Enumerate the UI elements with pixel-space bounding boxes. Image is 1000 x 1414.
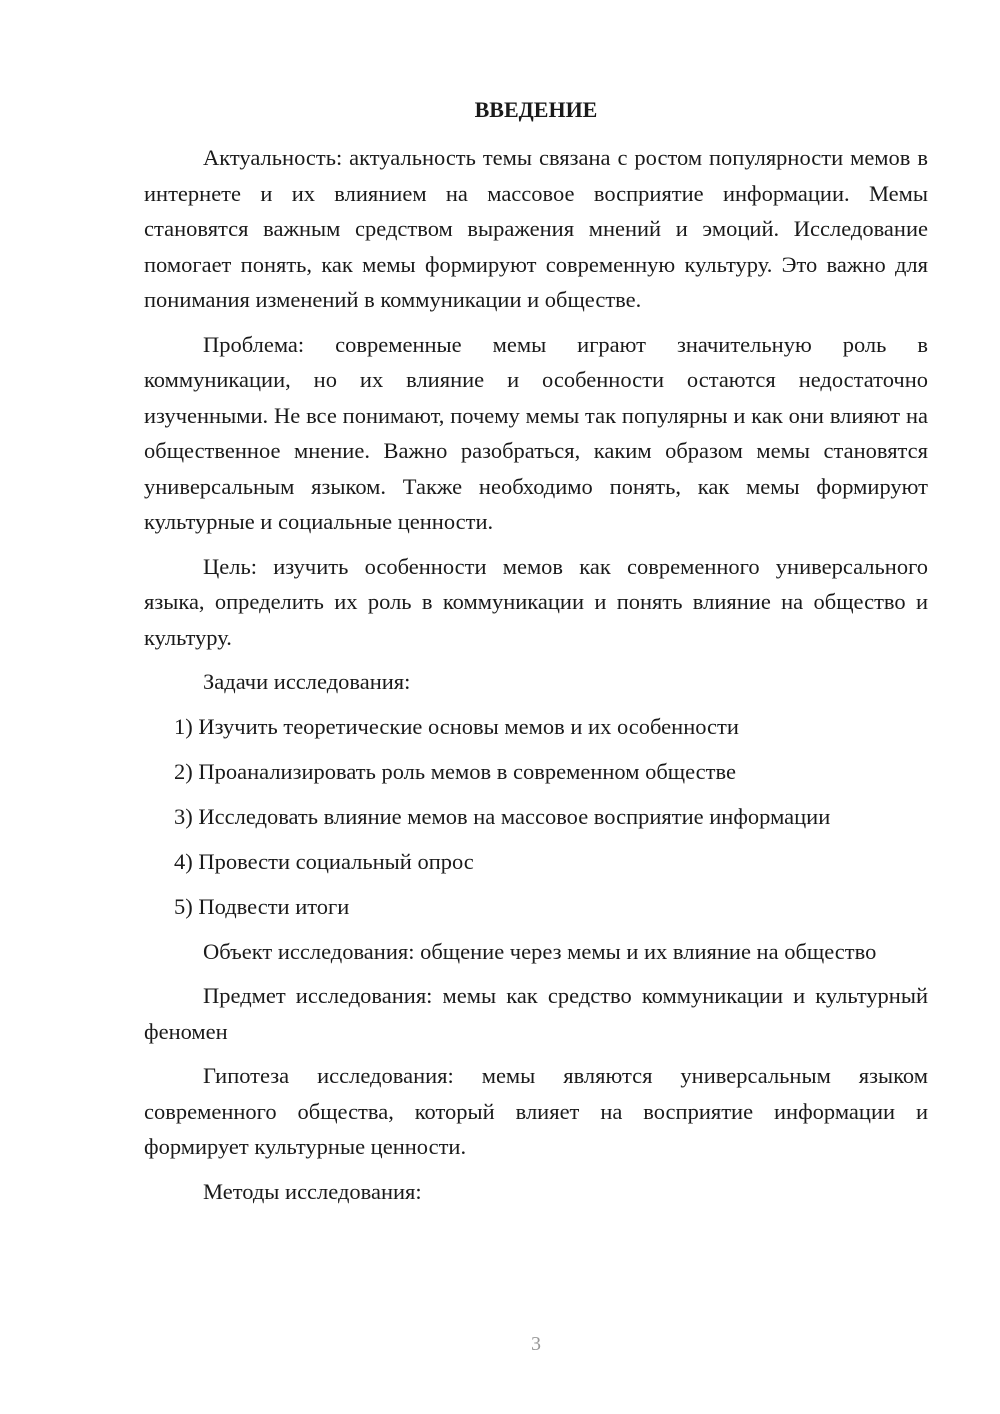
problem-paragraph: Проблема: современные мемы играют значительную роль в коммуникации, но их влияние и особенности остаются недостаточно изученными. Не все понимают, почему мемы так популярны и как они влияют на общественное мнение. Важно разобраться, каким образом мемы становятся универсальным языком. Также необходимо понять, как мемы формируют культурные и социальные ценности. [144, 331, 928, 534]
task-item: 4) Провести социальный опрос [174, 848, 474, 874]
relevance-paragraph: Актуальность: актуальность темы связана с ростом популярности мемов в интернете и их влиянием на массовое восприятие информации. Мемы становятся важным средством выражения мнений и эмоций. Исследование помогает понять, как мемы формируют современную культуру. Это важно для понимания изменений в коммуникации и обществе. [144, 145, 928, 312]
page-content [144, 92, 928, 1218]
page-number: 3 [531, 1333, 541, 1355]
goal-paragraph: Цель: изучить особенности мемов как современного универсального языка, определить их роль в коммуникации и понять влияние на общество и культуру. [144, 553, 928, 650]
section-title: ВВЕДЕНИЕ [474, 97, 598, 122]
hypothesis-paragraph: Гипотеза исследования: мемы являются универсальным языком современного общества, который влияет на восприятие информации и формирует культурные ценности. [144, 1063, 928, 1159]
tasks-list [144, 709, 928, 925]
object-paragraph: Объект исследования: общение через мемы и их влияние на общество [203, 938, 877, 964]
task-item: 5) Подвести итоги [174, 893, 350, 919]
methods-heading: Методы исследования: [203, 1178, 422, 1204]
task-item: 3) Исследовать влияние мемов на массовое восприятие информации [174, 803, 831, 829]
subject-paragraph: Предмет исследования: мемы как средство коммуникации и культурный феномен [144, 983, 928, 1044]
task-item: 2) Проанализировать роль мемов в современном обществе [174, 758, 736, 784]
tasks-heading: Задачи исследования: [203, 669, 411, 694]
task-item: 1) Изучить теоретические основы мемов и их особенности [174, 713, 739, 739]
